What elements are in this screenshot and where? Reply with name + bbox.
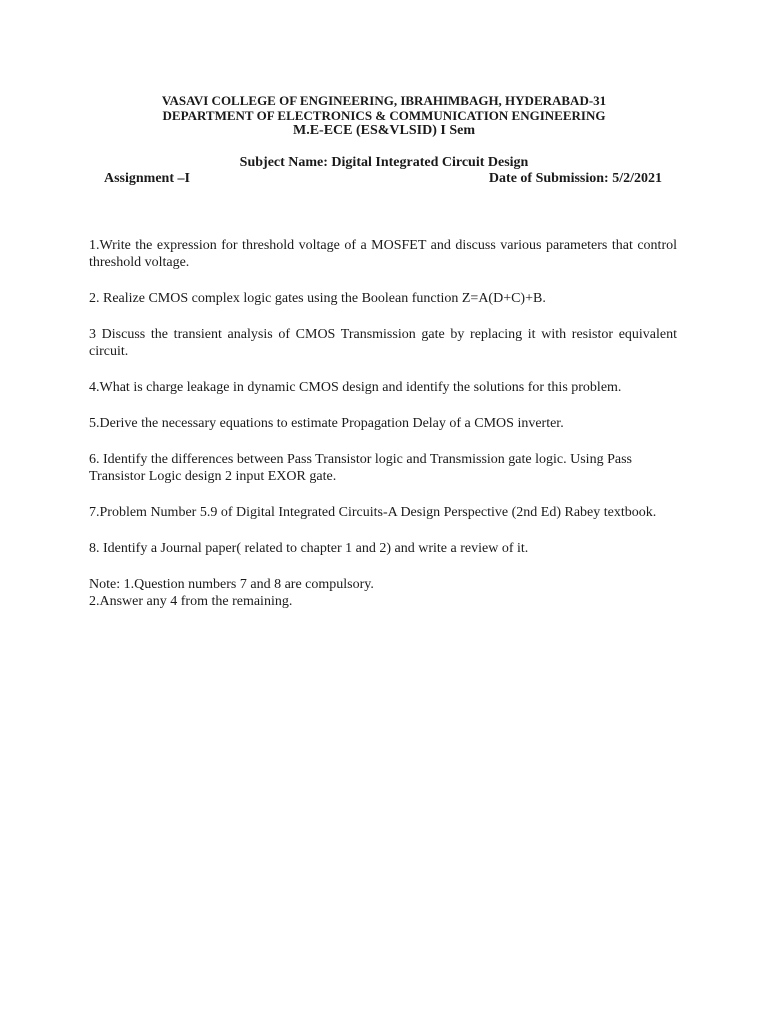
submission-date: Date of Submission: 5/2/2021 — [488, 171, 662, 186]
question-list — [89, 237, 677, 610]
question-6: 6. Identify the differences between Pass Transistor logic and Transmission gate logic. Using Pass Transistor Logic design 2 input EXOR gate. — [89, 452, 632, 484]
college-name: VASAVI COLLEGE OF ENGINEERING, IBRAHIMBAGH, HYDERABAD-31 — [161, 93, 607, 108]
note-block — [89, 576, 677, 610]
question-4: 4.What is charge leakage in dynamic CMOS design and identify the solutions for this problem. — [89, 380, 622, 395]
department-name: DEPARTMENT OF ELECTRONICS & COMMUNICATION ENGINEERING — [162, 108, 606, 123]
subject-name: Subject Name: Digital Integrated Circuit Design — [239, 155, 529, 170]
question-2: 2. Realize CMOS complex logic gates using the Boolean function Z=A(D+C)+B. — [89, 291, 546, 306]
question-1: 1.Write the expression for threshold voltage of a MOSFET and discuss various parameters that control threshold voltage. — [89, 238, 677, 270]
question-7: 7.Problem Number 5.9 of Digital Integrated Circuits-A Design Perspective (2nd Ed) Rabey textbook. — [89, 505, 657, 520]
question-5: 5.Derive the necessary equations to estimate Propagation Delay of a CMOS inverter. — [89, 416, 564, 431]
assignment-title: Assignment –I — [104, 171, 190, 186]
note-line-1: Note: 1.Question numbers 7 and 8 are compulsory. — [89, 577, 374, 592]
program-name: M.E-ECE (ES&VLSID) I Sem — [292, 123, 475, 138]
question-8: 8. Identify a Journal paper( related to chapter 1 and 2) and write a review of it. — [89, 541, 529, 556]
question-3: 3 Discuss the transient analysis of CMOS Transmission gate by replacing it with resistor equivalent circuit. — [89, 327, 677, 359]
note-line-2: 2.Answer any 4 from the remaining. — [89, 594, 293, 609]
